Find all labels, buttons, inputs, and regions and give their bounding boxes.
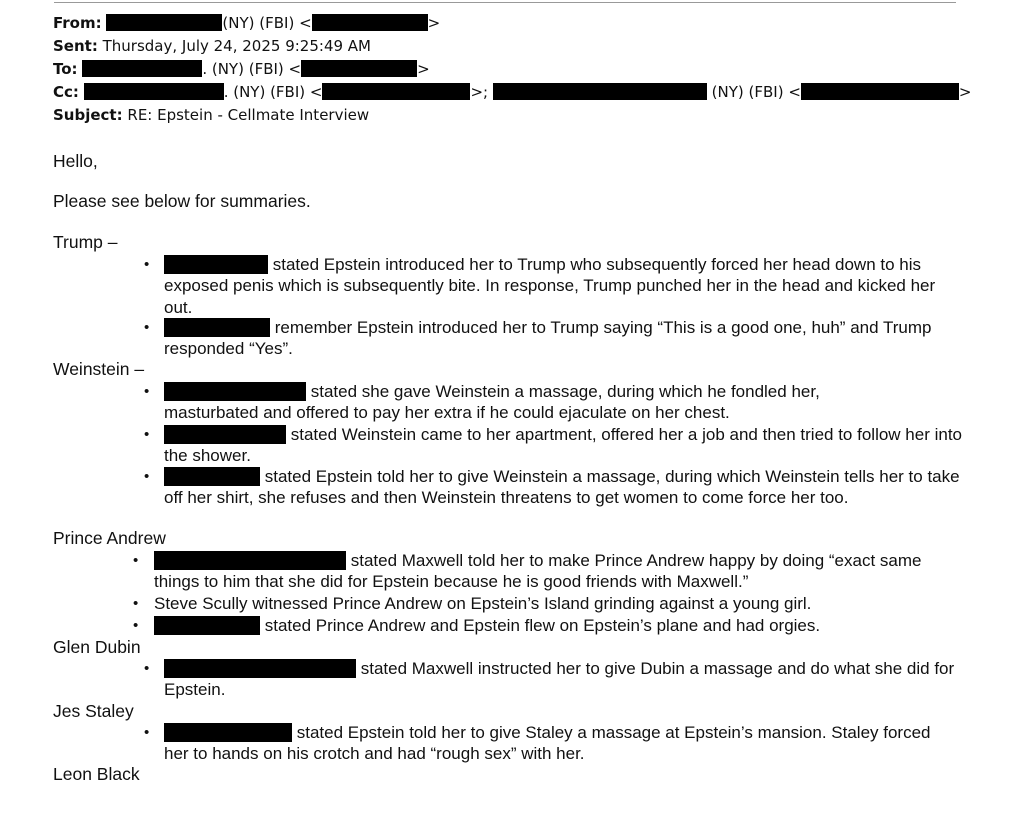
redaction-block <box>164 723 292 742</box>
section-heading: Trump – <box>53 232 118 252</box>
item-text: Steve Scully witnessed Prince Andrew on Epstein’s Island grinding against a young girl. <box>154 594 812 613</box>
list-item <box>164 381 894 424</box>
item-text: stated Maxwell told her to make Prince Andrew happy by doing “exact same things to him that she did for Epstein because he is good friends with Maxwell.” <box>154 551 922 592</box>
item-text: stated Epstein introduced her to Trump who subsequently forced her head down to his exposed penis which is subsequently bite. In response, Trump punched her in the head and kicked her out. <box>164 255 936 317</box>
list-item <box>164 722 944 765</box>
redaction-block <box>164 255 268 274</box>
redaction-block <box>164 382 306 401</box>
subject-line <box>53 104 369 126</box>
subject-label: Subject: <box>53 106 123 124</box>
item-text: stated Epstein told her to give Staley a massage at Epstein’s mansion. Staley forced her to hands on his crotch and had “rough sex” with her. <box>164 723 931 764</box>
list-item <box>164 658 964 701</box>
from-end: > <box>427 14 441 32</box>
bullet-icon: • <box>133 552 139 569</box>
sent-label: Sent: <box>53 37 98 55</box>
redaction-block <box>164 425 286 444</box>
top-rule <box>54 2 956 3</box>
section-heading: Weinstein – <box>53 359 145 379</box>
subject-value: RE: Epstein - Cellmate Interview <box>127 106 370 124</box>
bullet-icon: • <box>133 595 139 612</box>
bullet-icon: • <box>144 383 150 400</box>
item-text: stated Prince Andrew and Epstein flew on Epstein’s plane and had orgies. <box>264 616 821 635</box>
item-text: stated Maxwell instructed her to give Dubin a massage and do what she did for Epstein. <box>164 659 955 700</box>
greeting: Hello, <box>53 151 98 171</box>
item-text: stated Epstein told her to give Weinstein a massage, during which Weinstein tells her to take off her shirt, she refuses and then Weinstein threatens to get women to come force her too. <box>164 467 960 508</box>
bullet-icon: • <box>144 724 150 741</box>
cc-rest-2: (NY) (FBI) < <box>711 83 801 101</box>
list-item <box>164 254 964 318</box>
bullet-icon: • <box>144 660 150 677</box>
redaction-block <box>312 14 428 31</box>
cc-end: > <box>958 83 972 101</box>
item-text: remember Epstein introduced her to Trump saying “This is a good one, huh” and Trump responded “Yes”. <box>164 318 932 359</box>
redaction-block <box>301 60 417 77</box>
list-item <box>164 466 969 509</box>
redaction-block <box>154 616 260 635</box>
bullet-icon: • <box>144 319 150 336</box>
redaction-block <box>493 83 707 100</box>
from-rest: (NY) (FBI) < <box>222 14 312 32</box>
from-line <box>53 12 440 34</box>
redaction-block <box>82 60 202 77</box>
section-heading: Glen Dubin <box>53 637 141 657</box>
redaction-block <box>322 83 470 100</box>
list-item <box>154 615 954 636</box>
list-item <box>154 550 944 593</box>
to-label: To: <box>53 60 78 78</box>
cc-rest-1: . (NY) (FBI) < <box>223 83 323 101</box>
from-label: From: <box>53 14 102 32</box>
bullet-icon: • <box>144 256 150 273</box>
redaction-block <box>106 14 222 31</box>
cc-line <box>53 81 971 103</box>
section-heading: Jes Staley <box>53 701 134 721</box>
redaction-block <box>164 318 270 337</box>
section-heading: Leon Black <box>53 764 140 784</box>
item-text: stated Weinstein came to her apartment, offered her a job and then tried to follow her into the shower. <box>164 425 963 466</box>
bullet-icon: • <box>144 468 150 485</box>
redaction-block <box>164 467 260 486</box>
section-heading: Prince Andrew <box>53 528 166 548</box>
cc-sep: >; <box>470 83 489 101</box>
item-text: stated she gave Weinstein a massage, during which he fondled her, masturbated and offered to pay her extra if he could ejaculate on her chest. <box>164 382 820 423</box>
redaction-block <box>154 551 346 570</box>
to-rest: . (NY) (FBI) < <box>202 60 302 78</box>
intro-text: Please see below for summaries. <box>53 191 311 211</box>
list-item <box>164 424 964 467</box>
bullet-icon: • <box>133 617 139 634</box>
redaction-block <box>801 83 959 100</box>
cc-label: Cc: <box>53 83 79 101</box>
list-item <box>154 593 954 614</box>
redaction-block <box>84 83 224 100</box>
list-item <box>164 317 964 360</box>
bullet-icon: • <box>144 426 150 443</box>
to-line <box>53 58 430 80</box>
sent-line <box>53 35 371 57</box>
redaction-block <box>164 659 356 678</box>
to-end: > <box>417 60 430 78</box>
sent-value: Thursday, July 24, 2025 9:25:49 AM <box>102 37 371 55</box>
